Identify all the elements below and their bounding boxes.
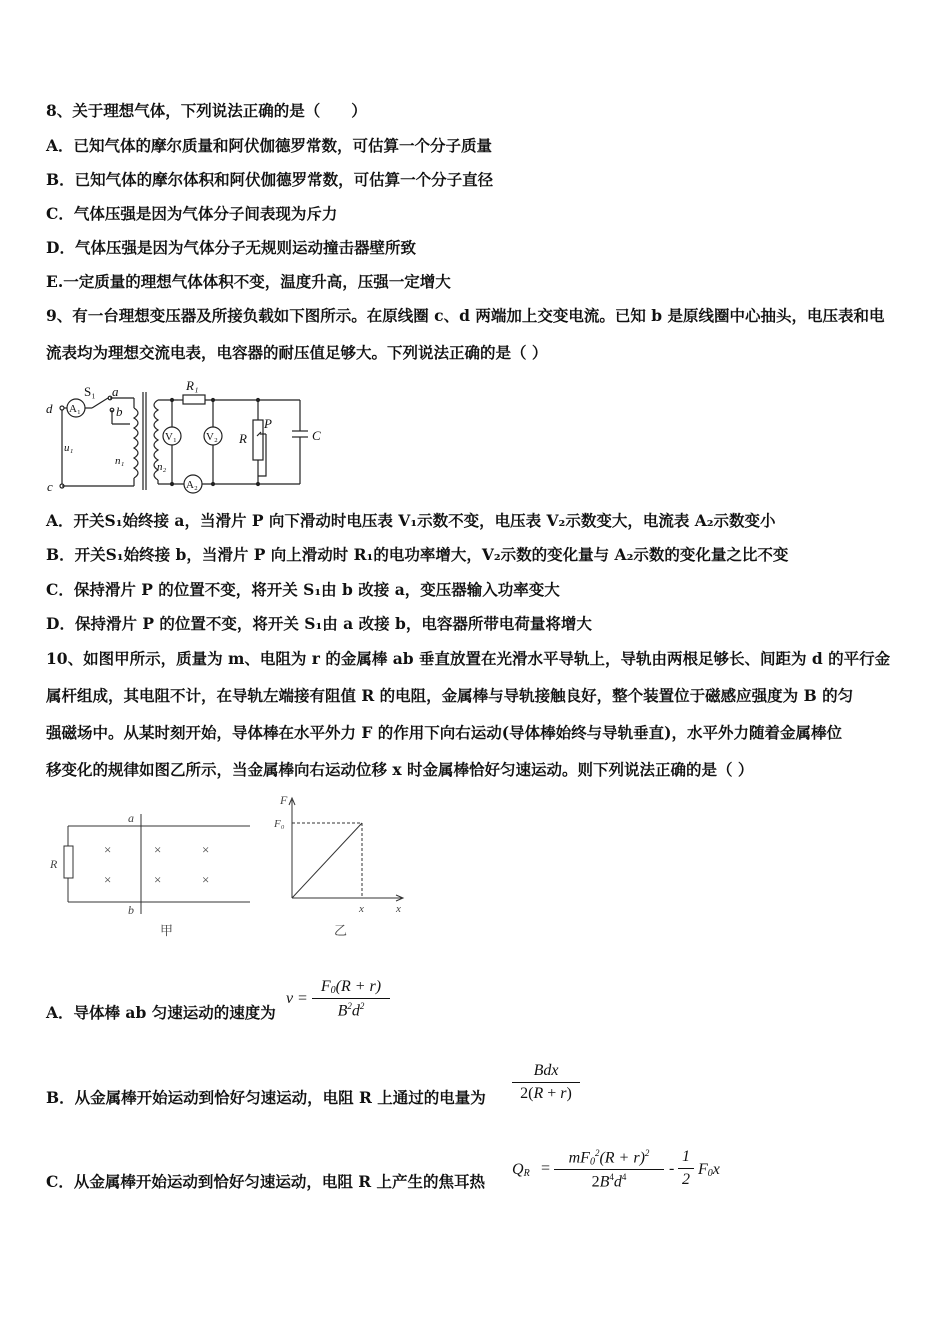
label-a2: A₂ [186,479,198,491]
q10-option-c [46,1172,485,1192]
q9-option-a: A．开关S₁始终接 a，当滑片 P 向下滑动时电压表 V₁示数不变，电压表 V₂示数变大，电流表 A₂示数变小 [46,511,776,530]
q10-option-c-formula: $Q_R$ = $\frac{mF_0^2(R + r)^2}{2B^4d^4}$ - $\frac{1}{2}$ $F_0x$ [512,1148,720,1191]
label-u1: u₁ [64,442,74,454]
caption-yi: 乙 [334,923,348,938]
label-r: R [50,857,58,871]
q9-stem-line2: 流表均为理想交流电表，电容器的耐压值足够大。下列说法正确的是（ ） [46,343,548,362]
label-b: b [128,903,134,917]
q10-stem-line4: 移变化的规律如图乙所示，当金属棒向右运动位移 x 时金属棒恰好匀速运动。则下列说法正确的是（ ） [46,760,754,779]
transformer-circuit-diagram [40,378,340,500]
label-s1: S₁ [84,384,96,399]
q8-stem: 8、关于理想气体，下列说法正确的是（ ） [46,101,367,120]
label-a: a [128,811,134,825]
field-cross: × [104,872,112,887]
label-cap: C [312,428,321,443]
q8-option-a: A．已知气体的摩尔质量和阿伏伽德罗常数，可估算一个分子质量 [46,136,493,155]
q8-option-d: D．气体压强是因为气体分子无规则运动撞击器壁所致 [46,238,416,257]
q10-option-b-formula: Bdx 2(R + r) [512,1062,580,1103]
q10-option-a [46,1003,276,1023]
label-b: b [116,404,123,419]
label-c: c [47,479,53,494]
field-cross: × [104,842,112,857]
q10-stem-line2: 属杆组成，其电阻不计，在导轨左端接有阻值 R 的电阻，金属棒与导轨接触良好，整个装置位于磁感应强度为 B 的匀 [46,686,854,705]
field-cross: × [154,842,162,857]
label-p: P [264,416,272,431]
q10-option-c-formula-value: Q_R = mF₀²(R + r)² / (2B⁴d⁴) - (1/2)F₀x [46,1231,222,1241]
q9-option-c: C．保持滑片 P 的位置不变，将开关 S₁由 b 改接 a，变压器输入功率变大 [46,580,560,599]
label-r: R [239,431,247,446]
q9-option-b: B．开关S₁始终接 b，当滑片 P 向上滑动时 R₁的电功率增大，V₂示数的变化量与 A₂示数的变化量之比不变 [46,545,789,564]
label-f0: F₀ [274,818,285,830]
label-d: d [46,401,53,416]
q10-option-b-text: B．从金属棒开始运动到恰好匀速运动，电阻 R 上通过的电量为 [46,1088,486,1107]
label-n2: n₂ [157,461,167,473]
q10-option-a-text: A．导体棒 ab 匀速运动的速度为 [46,1003,276,1022]
label-x-axis: x [396,903,401,915]
label-v1: V₁ [165,431,177,443]
label-r1: R₁ [186,378,199,393]
label-v2: V₂ [206,431,218,443]
label-a1: A₁ [69,403,81,415]
q10-stem-line1: 10、如图甲所示，质量为 m、电阻为 r 的金属棒 ab 垂直放置在光滑水平导轨上，导轨由两根足够长、间距为 d 的平行金 [46,649,891,668]
label-x-tick: x [359,903,364,915]
q10-option-a-formula-value: v = F₀(R + r) / (B²d²) [440,1007,535,1017]
q9-option-d: D．保持滑片 P 的位置不变，将开关 S₁由 a 改接 b，电容器所带电荷量将增大 [46,614,592,633]
caption-jia: 甲 [160,923,174,938]
label-f: F [280,793,288,807]
force-displacement-graph-yi [270,790,410,940]
rails-figure-jia [44,810,259,940]
q8-option-e: E.一定质量的理想气体体积不变，温度升高，压强一定增大 [46,272,451,291]
q8-option-b: B．已知气体的摩尔体积和阿伏伽德罗常数，可估算一个分子直径 [46,170,494,189]
label-a: a [112,384,119,399]
q10-option-b [46,1088,486,1108]
q10-stem-line3: 强磁场中。从某时刻开始，导体棒在水平外力 F 的作用下向右运动(导体棒始终与导轨垂直)，水平外力随着金属棒位 [46,723,842,742]
q10-option-b-formula-value: Bdx / 2(R + r) [620,1095,684,1105]
field-cross: × [154,872,162,887]
field-cross: × [202,842,210,857]
field-cross: × [202,872,210,887]
q10-option-c-text: C．从金属棒开始运动到恰好匀速运动，电阻 R 上产生的焦耳热 [46,1172,486,1191]
q8-option-c: C．气体压强是因为气体分子间表现为斥力 [46,204,338,223]
q9-stem-line1: 9、有一台理想变压器及所接负载如下图所示。在原线圈 c、d 两端加上交变电流。已知 b 是原线圈中心抽头，电压表和电 [46,306,885,325]
label-n1: n₁ [115,455,125,467]
